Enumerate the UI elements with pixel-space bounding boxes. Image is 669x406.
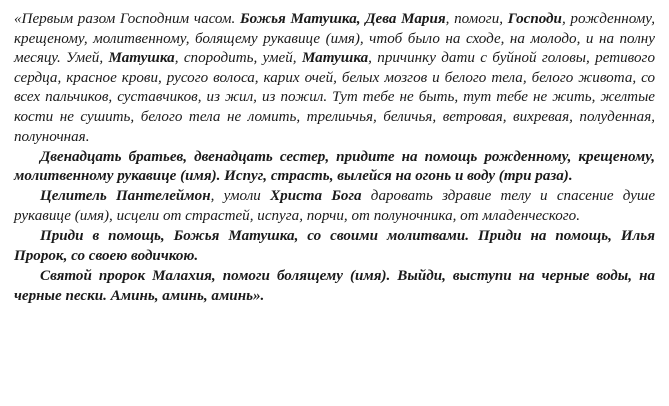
text-run: , рожденному, крещеному, молитвенному, болящему рукавице (имя), чтоб было на сходе, на молодо, и на полну месяцу. Умей,	[14, 11, 656, 67]
text-emphasis: Божья Матушка, Дева Мария	[240, 11, 446, 27]
text-emphasis: Приди в помощь,	[40, 228, 174, 245]
text-run: , причинку дати с буйной головы, ретивого сердца, красное крови, русого волоса, карих очей, белых мозгов и белого тела, белого живота, со всех пальчиков, суставчиков, из жил, из пожил. Тут тебе не быть, тут тебе не жить, желтые кости не сушить, белого тела не ломить, трелиьчья, беличья, ветровая, вихревая, полуденная, полуночная.	[14, 50, 655, 145]
text-emphasis: Матушка	[301, 50, 369, 67]
text-run: , помоги,	[445, 11, 508, 27]
paragraph	[14, 148, 655, 187]
text-emphasis: Илья Пророк	[14, 228, 655, 264]
text-emphasis: , со своею водичкою.	[63, 247, 199, 264]
text-run: «Первым разом Господним часом.	[14, 11, 241, 27]
text-run: , спородить, умей,	[174, 50, 302, 67]
text-run: , умоли	[210, 188, 271, 205]
text-emphasis: , помоги болящему (имя). Выйди, выступи на черные воды, на черные пески. Аминь, аминь, аминь».	[14, 267, 655, 304]
text-emphasis: Божья Матушка	[173, 228, 295, 245]
paragraph	[14, 227, 655, 266]
text-emphasis: Христа Бога	[270, 188, 362, 205]
text-emphasis: Целитель Пантелеймон	[40, 188, 211, 205]
paragraph	[14, 187, 655, 226]
text-emphasis: Двенадцать братьев, двенадцать сестер, придите на помощь рожденному, крещеному, молитвенному рукавице (имя). Испуг, страсть, вылейся на огонь и воду (три раза).	[14, 148, 655, 185]
prayer-text-body	[14, 10, 655, 306]
text-emphasis: Матушка	[108, 50, 175, 67]
text-run: даровать здравие телу и спасение душе рукавице (имя), исцели от страстей, испуга, порчи, от полуночника, от младенческого.	[14, 188, 656, 225]
paragraph	[14, 267, 655, 306]
text-emphasis: , со своими молитвами. Приди на помощь,	[294, 228, 621, 245]
text-emphasis: Господи	[507, 11, 562, 27]
text-emphasis: Святой пророк Малахия	[40, 267, 212, 284]
paragraph	[14, 10, 655, 147]
